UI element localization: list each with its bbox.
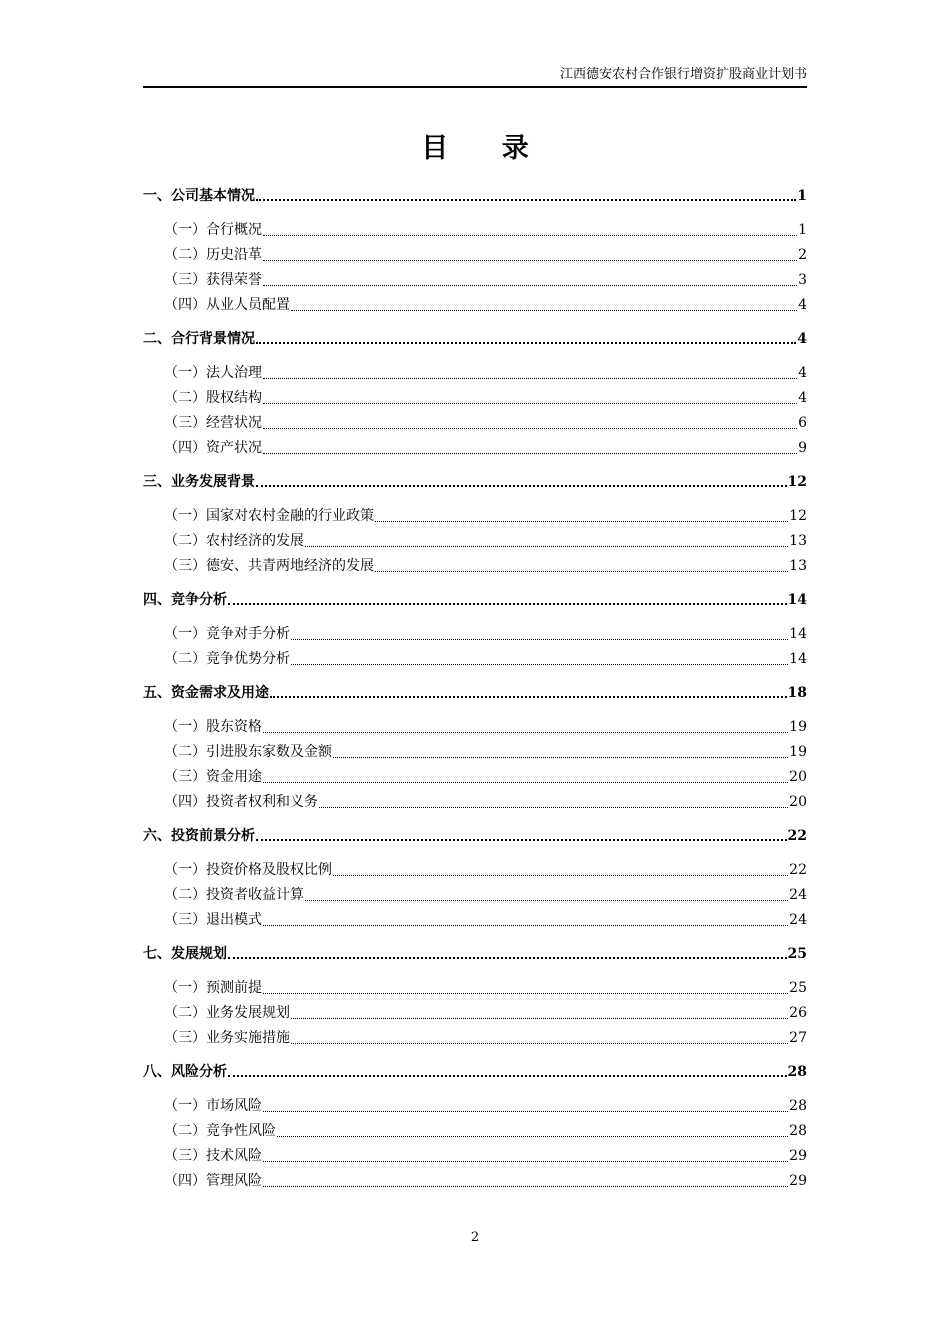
toc-chapter-entry[interactable] [143,184,807,208]
toc-subsection-entry[interactable] [143,765,807,790]
toc-subsection-entry[interactable] [143,622,807,647]
toc-subsection-entry-page: 3 [798,272,807,288]
toc-subsection-entry-page: 27 [789,1030,807,1046]
toc-subsection-entry-page: 28 [789,1123,807,1139]
dot-leader [305,899,788,901]
toc-subsection-entry-page: 20 [789,769,807,785]
dot-leader [256,484,787,487]
dot-leader [263,234,797,236]
toc-subsection-entry[interactable] [143,504,807,529]
toc-subsection-entry-label: （一）国家对农村金融的行业政策 [164,508,374,524]
toc-subsection-entry[interactable] [143,790,807,815]
dot-leader [263,377,797,379]
toc-subsection-entry-label: （三）经营状况 [164,415,262,431]
toc-subsection-entry-label: （四）投资者权利和义务 [164,794,318,810]
toc-chapter-entry-label: 三、业务发展背景 [143,474,255,490]
toc-subsection-entry-label: （一）合行概况 [164,222,262,238]
dot-leader [228,602,787,605]
toc-subsection-entry-page: 28 [789,1098,807,1114]
toc-subsection-entry[interactable] [143,1094,807,1119]
toc-subsection-entry-label: （三）技术风险 [164,1148,262,1164]
toc-chapter-entry[interactable] [143,588,807,612]
toc-subsection-entry[interactable] [143,1144,807,1169]
toc-subsection-entry-label: （二）历史沿革 [164,247,262,263]
toc-subsection-entry-page: 14 [789,651,807,667]
toc-section [143,184,807,318]
toc-subsection-entry-label: （一）股东资格 [164,719,262,735]
toc-subsection-entry-page: 12 [789,508,807,524]
toc-chapter-entry[interactable] [143,470,807,494]
toc-subsection-entry[interactable] [143,715,807,740]
toc-subsection-entry[interactable] [143,293,807,318]
toc-subsection-entry[interactable] [143,554,807,579]
toc-subsection-entry-page: 13 [789,533,807,549]
toc-section [143,824,807,933]
toc-subsection-entry[interactable] [143,218,807,243]
toc-chapter-entry[interactable] [143,942,807,966]
toc-chapter-entry-label: 六、投资前景分析 [143,828,255,844]
toc-subsection-entry-label: （四）资产状况 [164,440,262,456]
toc-subsection-entry-page: 24 [789,887,807,903]
toc-section [143,470,807,579]
toc-chapter-entry[interactable] [143,327,807,351]
toc-subsection-entry-label: （二）股权结构 [164,390,262,406]
dot-leader [228,1074,787,1077]
toc-subsection-entry[interactable] [143,883,807,908]
dot-leader [256,198,796,201]
toc-subsection-entry[interactable] [143,908,807,933]
dot-leader [291,1042,788,1044]
toc-subsection-entry-label: （一）预测前提 [164,980,262,996]
toc-subsection-entry-page: 6 [798,415,807,431]
toc-chapter-entry-page: 4 [797,331,807,347]
toc-section [143,1060,807,1194]
toc-subsection-entry-page: 19 [789,719,807,735]
dot-leader [263,284,797,286]
toc-subsection-entry-label: （二）投资者收益计算 [164,887,304,903]
toc-subsection-entry[interactable] [143,976,807,1001]
dot-leader [277,1135,788,1137]
toc-subsection-entry[interactable] [143,529,807,554]
toc-chapter-entry-label: 一、公司基本情况 [143,188,255,204]
toc-section [143,327,807,461]
toc-subsection-entry[interactable] [143,1001,807,1026]
toc-subsection-entry-page: 2 [798,247,807,263]
toc-subsection-entry[interactable] [143,1119,807,1144]
toc-chapter-entry-page: 12 [787,474,807,490]
toc-chapter-entry-label: 八、风险分析 [143,1064,227,1080]
dot-leader [305,545,788,547]
toc-chapter-entry[interactable] [143,824,807,848]
dot-leader [228,956,787,959]
toc-subsection-entry[interactable] [143,1169,807,1194]
toc-subsection-entry-label: （三）德安、共青两地经济的发展 [164,558,374,574]
toc-subsection-entry[interactable] [143,647,807,672]
toc-subsection-entry[interactable] [143,858,807,883]
toc-chapter-entry-page: 22 [787,828,807,844]
toc-subsection-entry-page: 9 [798,440,807,456]
toc-section [143,681,807,815]
toc-subsection-entry-label: （二）业务发展规划 [164,1005,290,1021]
dot-leader [263,781,788,783]
toc-subsection-entry-page: 22 [789,862,807,878]
toc-subsection-entry-label: （四）管理风险 [164,1173,262,1189]
toc-subsection-entry-page: 20 [789,794,807,810]
dot-leader [263,731,788,733]
toc-subsection-entry-label: （一）投资价格及股权比例 [164,862,332,878]
dot-leader [319,806,788,808]
toc-subsection-entry[interactable] [143,436,807,461]
toc-subsection-entry-label: （四）从业人员配置 [164,297,290,313]
dot-leader [256,341,796,344]
running-header: 江西德安农村合作银行增资扩股商业计划书 [559,67,807,82]
dot-leader [263,452,797,454]
toc-chapter-entry-page: 1 [797,188,807,204]
toc-chapter-entry[interactable] [143,1060,807,1084]
toc-subsection-entry-page: 4 [798,390,807,406]
toc-chapter-entry[interactable] [143,681,807,705]
dot-leader [256,838,787,841]
toc-subsection-entry-label: （二）引进股东家数及金额 [164,744,332,760]
toc-subsection-entry-label: （二）竞争优势分析 [164,651,290,667]
toc-title: 目 录 [421,133,551,164]
toc-subsection-entry[interactable] [143,361,807,386]
dot-leader [263,924,788,926]
toc-subsection-entry-page: 13 [789,558,807,574]
toc-subsection-entry[interactable] [143,268,807,293]
dot-leader [270,695,787,698]
toc-chapter-entry-label: 四、竞争分析 [143,592,227,608]
dot-leader [263,402,797,404]
dot-leader [263,427,797,429]
toc-subsection-entry-page: 4 [798,297,807,313]
toc-section [143,942,807,1051]
dot-leader [375,520,788,522]
dot-leader [333,756,788,758]
toc-subsection-entry-page: 29 [789,1148,807,1164]
toc-chapter-entry-label: 七、发展规划 [143,946,227,962]
toc-subsection-entry-page: 25 [789,980,807,996]
toc-subsection-entry-label: （三）业务实施措施 [164,1030,290,1046]
toc-chapter-entry-label: 五、资金需求及用途 [143,685,269,701]
toc-subsection-entry-page: 1 [798,222,807,238]
toc-subsection-entry-page: 26 [789,1005,807,1021]
toc-subsection-entry-label: （二）竞争性风险 [164,1123,276,1139]
table-of-contents [143,184,807,1203]
toc-subsection-entry-label: （二）农村经济的发展 [164,533,304,549]
dot-leader [263,1160,788,1162]
dot-leader [291,638,788,640]
toc-subsection-entry[interactable] [143,1026,807,1051]
toc-chapter-entry-page: 14 [787,592,807,608]
dot-leader [263,992,788,994]
dot-leader [333,874,788,876]
page-number: 2 [470,1230,480,1245]
dot-leader [263,1185,788,1187]
toc-subsection-entry-label: （一）竞争对手分析 [164,626,290,642]
toc-subsection-entry-page: 4 [798,365,807,381]
toc-subsection-entry[interactable] [143,243,807,268]
dot-leader [263,1110,788,1112]
toc-subsection-entry-label: （一）法人治理 [164,365,262,381]
toc-section [143,588,807,672]
toc-subsection-entry-label: （三）资金用途 [164,769,262,785]
dot-leader [291,663,788,665]
dot-leader [291,309,797,311]
toc-subsection-entry-page: 24 [789,912,807,928]
toc-chapter-entry-page: 18 [787,685,807,701]
toc-subsection-entry-label: （三）退出模式 [164,912,262,928]
dot-leader [375,570,788,572]
toc-subsection-entry-label: （三）获得荣誉 [164,272,262,288]
toc-subsection-entry-label: （一）市场风险 [164,1098,262,1114]
header-rule [143,86,807,88]
toc-subsection-entry[interactable] [143,740,807,765]
toc-subsection-entry-page: 14 [789,626,807,642]
dot-leader [291,1017,788,1019]
toc-subsection-entry-page: 29 [789,1173,807,1189]
toc-subsection-entry[interactable] [143,386,807,411]
toc-subsection-entry[interactable] [143,411,807,436]
toc-chapter-entry-page: 25 [787,946,807,962]
dot-leader [263,259,797,261]
toc-chapter-entry-page: 28 [787,1064,807,1080]
toc-subsection-entry-page: 19 [789,744,807,760]
toc-chapter-entry-label: 二、合行背景情况 [143,331,255,347]
